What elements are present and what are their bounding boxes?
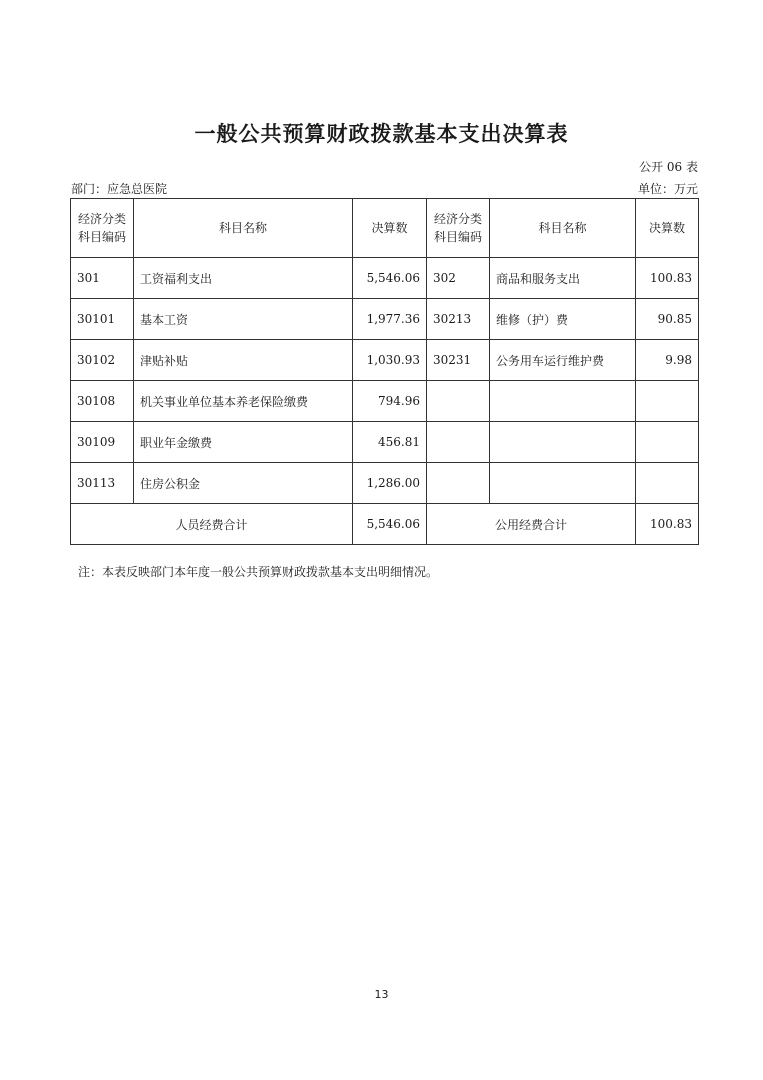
right-amount: 9.98 [636,340,699,381]
left-amount: 5,546.06 [353,258,427,299]
right-subject [490,422,636,463]
left-subject: 基本工资 [134,299,353,340]
unit-label: 单位：万元 [637,182,698,196]
table-row [71,340,699,381]
table-row [71,299,699,340]
header-amount-right: 决算数 [636,199,699,258]
header-code-right: 经济分类科目编码 [427,199,490,258]
left-subject: 机关事业单位基本养老保险缴费 [134,381,353,422]
table-row [71,422,699,463]
left-amount: 1,286.00 [353,463,427,504]
page-number: 13 [374,988,389,1001]
right-amount: 100.83 [636,258,699,299]
right-subject: 公务用车运行维护费 [490,340,636,381]
right-code [427,381,490,422]
personnel-total-value: 5,546.06 [353,504,427,545]
right-code: 30213 [427,299,490,340]
header-code-left: 经济分类科目编码 [71,199,134,258]
table-row [71,258,699,299]
right-code [427,463,490,504]
public-total-value: 100.83 [636,504,699,545]
header-amount-left: 决算数 [353,199,427,258]
table-header-row [71,199,699,258]
right-code [427,422,490,463]
left-code: 30101 [71,299,134,340]
header-subject-left: 科目名称 [134,199,353,258]
totals-row [71,504,699,545]
header-subject-right: 科目名称 [490,199,636,258]
left-subject: 工资福利支出 [134,258,353,299]
table-row [71,381,699,422]
left-amount: 456.81 [353,422,427,463]
left-amount: 1,977.36 [353,299,427,340]
left-code: 30102 [71,340,134,381]
right-amount [636,381,699,422]
personnel-total-label: 人员经费合计 [71,504,353,545]
right-amount: 90.85 [636,299,699,340]
table-note: 注：本表反映部门本年度一般公共预算财政拨款基本支出明细情况。 [78,565,439,579]
left-code: 30108 [71,381,134,422]
right-subject: 维修（护）费 [490,299,636,340]
page-title: 一般公共预算财政拨款基本支出决算表 [194,122,569,146]
left-subject: 住房公积金 [134,463,353,504]
left-subject: 职业年金缴费 [134,422,353,463]
right-subject: 商品和服务支出 [490,258,636,299]
table-row [71,463,699,504]
expenditure-table [70,198,699,545]
right-code: 302 [427,258,490,299]
left-code: 301 [71,258,134,299]
left-code: 30113 [71,463,134,504]
left-amount: 1,030.93 [353,340,427,381]
public-total-label: 公用经费合计 [427,504,636,545]
right-subject [490,463,636,504]
right-amount [636,422,699,463]
form-number: 公开 06 表 [639,160,698,174]
right-subject [490,381,636,422]
right-code: 30231 [427,340,490,381]
left-amount: 794.96 [353,381,427,422]
left-subject: 津贴补贴 [134,340,353,381]
right-amount [636,463,699,504]
left-code: 30109 [71,422,134,463]
department-label: 部门：应急总医院 [71,182,168,196]
